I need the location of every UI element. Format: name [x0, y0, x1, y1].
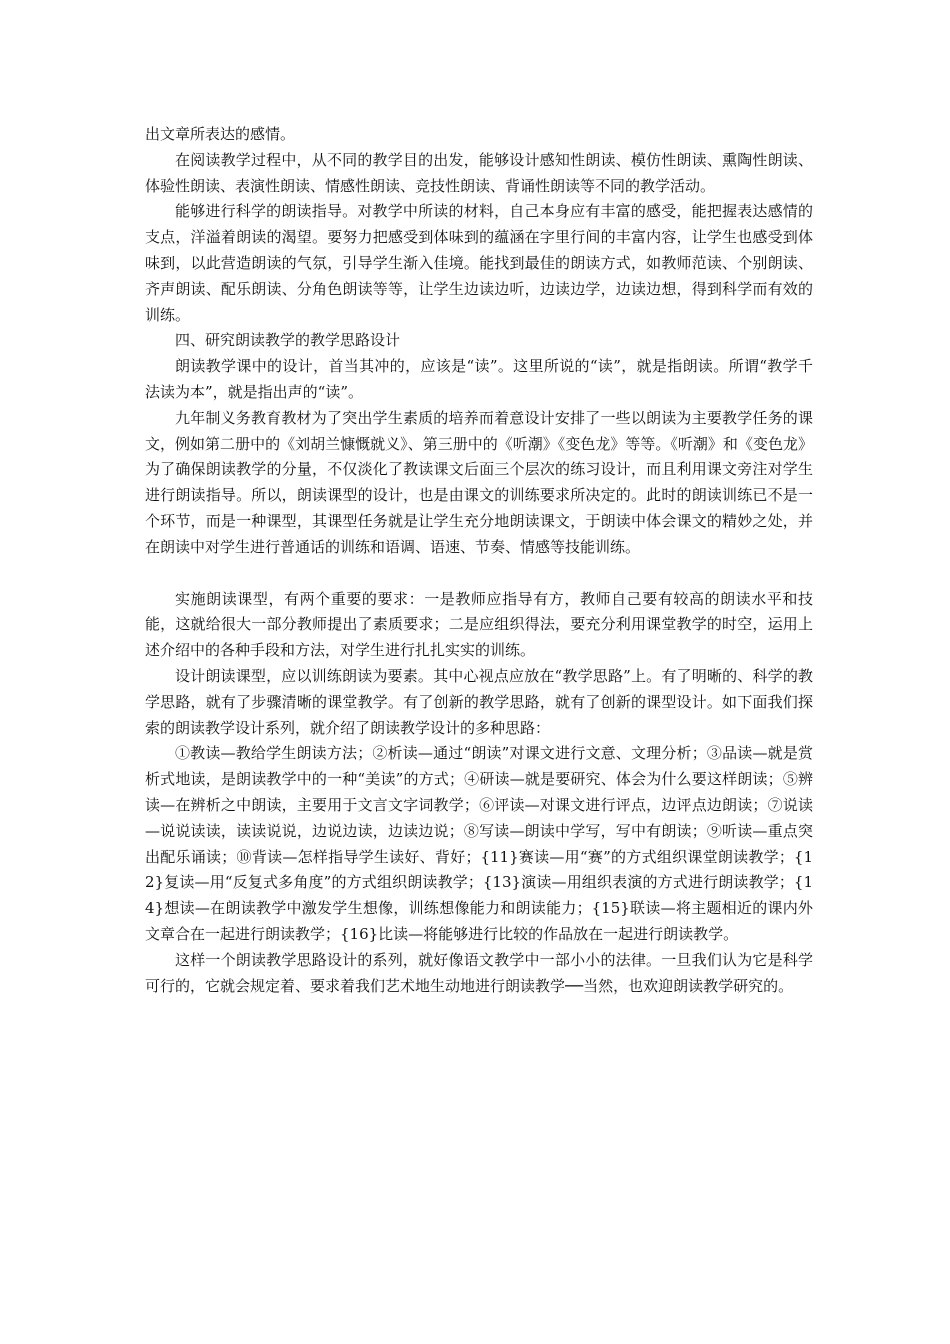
- paragraph-2: 在阅读教学过程中，从不同的教学目的出发，能够设计感知性朗读、模仿性朗读、熏陶性朗读、体验性朗读、表演性朗读、情感性朗读、竞技性朗读、背诵性朗读等不同的教学活动。: [145, 150, 813, 195]
- paragraph-8-reading-methods-list: ①教读—教给学生朗读方法；②析读—通过“朗读”对课文进行文意、文理分析；③品读—就是赏析式地读，是朗读教学中的一种“美读”的方式；④研读—就是要研究、体会为什么要这样朗读；⑤辨读—在辨析之中朗读，主要用于文言文字词教学；⑥评读—对课文进行评点，边评点边朗读；⑦说读—说说读读，读读说说，边说边读，边读边说；⑧写读—朗读中学写，写中有朗读；⑨听读—重点突出配乐诵读；⑩背读—怎样指导学生读好、背好；{11}赛读—用“赛”的方式组织课堂朗读教学；{12}复读—用“反复式多角度”的方式组织朗读教学；{13}演读—用组织表演的方式进行朗读教学；{14}想读—在朗读教学中激发学生想像，训练想像能力和朗读能力；{15}联读—将主题相近的课内外文章合在一起进行朗读教学；{16}比读—将能够进行比较的作品放在一起进行朗读教学。: [145, 744, 813, 943]
- section-heading: 四、研究朗读教学的教学思路设计: [175, 331, 401, 350]
- paragraph-6: 实施朗读课型，有两个重要的要求：一是教师应指导有方，教师自己要有较高的朗读水平和技能，这就给很大一部分教师提出了素质要求；二是应组织得法，要充分利用课堂教学的时空，运用上述介绍中的各种手段和方法，对学生进行扎扎实实的训练。: [145, 589, 813, 660]
- paragraph-gap: [145, 561, 813, 587]
- document-body: [145, 122, 813, 999]
- paragraph-9: 这样一个朗读教学思路设计的系列，就好像语文教学中一部小小的法律。一旦我们认为它是科学可行的，它就会规定着、要求着我们艺术地生动地进行朗读教学──当然，也欢迎朗读教学研究的。: [145, 950, 813, 995]
- paragraph-5: 九年制义务教育教材为了突出学生素质的培养而着意设计安排了一些以朗读为主要教学任务的课文，例如第二册中的《刘胡兰慷慨就义》、第三册中的《听潮》《变色龙》等等。《听潮》和《变色龙》为了确保朗读教学的分量，不仅淡化了教读课文后面三个层次的练习设计，而且利用课文旁注对学生进行朗读指导。所以，朗读课型的设计，也是由课文的训练要求所决定的。此时的朗读训练已不是一个环节，而是一种课型，其课型任务就是让学生充分地朗读课文，于朗读中体会课文的精妙之处，并在朗读中对学生进行普通话的训练和语调、语速、节奏、情感等技能训练。: [145, 408, 813, 556]
- paragraph-3: 能够进行科学的朗读指导。对教学中所读的材料，自己本身应有丰富的感受，能把握表达感情的支点，洋溢着朗读的渴望。要努力把感受到体味到的蕴涵在字里行间的丰富内容，让学生也感受到体味到，以此营造朗读的气氛，引导学生渐入佳境。能找到最佳的朗读方式，如教师范读、个别朗读、齐声朗读、配乐朗读、分角色朗读等等，让学生边读边听，边读边学，边读边想，得到科学而有效的训练。: [145, 202, 813, 324]
- paragraph-4: 朗读教学课中的设计，首当其冲的，应该是“读”。这里所说的“读”，就是指朗读。所谓“教学千法读为本”，就是指出声的“读”。: [145, 357, 813, 401]
- paragraph-7: 设计朗读课型，应以训练朗读为要素。其中心视点应放在“教学思路”上。有了明晰的、科学的教学思路，就有了步骤清晰的课堂教学。有了创新的教学思路，就有了创新的课型设计。如下面我们探索的朗读教学设计系列，就介绍了朗读教学设计的多种思路：: [145, 666, 813, 737]
- paragraph-1: 出文章所表达的感情。: [145, 125, 296, 143]
